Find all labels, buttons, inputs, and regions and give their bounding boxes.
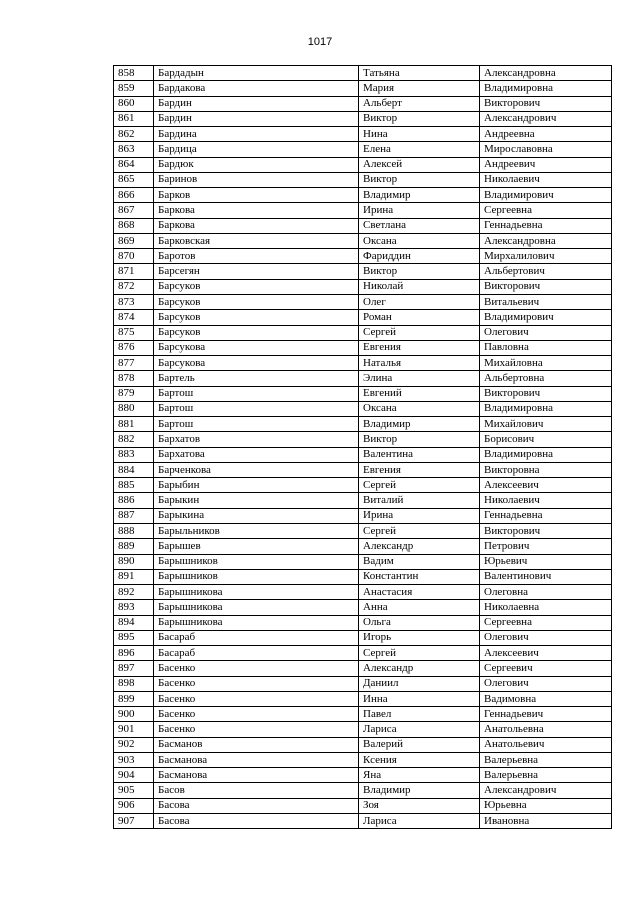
surname-cell: Барышников [154,569,359,584]
surname-cell: Басова [154,798,359,813]
patronymic-cell: Ивановна [480,814,612,829]
first-name-cell: Сергей [359,646,480,661]
patronymic-cell: Альбертовна [480,371,612,386]
first-name-cell: Элина [359,371,480,386]
row-number-cell: 897 [114,661,154,676]
table-row [114,554,612,569]
row-number-cell: 863 [114,142,154,157]
surname-cell: Барсуков [154,294,359,309]
surname-cell: Басова [154,814,359,829]
patronymic-cell: Александровна [480,66,612,81]
patronymic-cell: Владимировна [480,401,612,416]
first-name-cell: Сергей [359,325,480,340]
table-row [114,96,612,111]
patronymic-cell: Александрович [480,783,612,798]
patronymic-cell: Александрович [480,111,612,126]
first-name-cell: Лариса [359,722,480,737]
patronymic-cell: Юрьевна [480,798,612,813]
surname-cell: Бардин [154,96,359,111]
row-number-cell: 907 [114,814,154,829]
surname-cell: Барышев [154,539,359,554]
row-number-cell: 865 [114,172,154,187]
patronymic-cell: Юрьевич [480,554,612,569]
surname-cell: Барсегян [154,264,359,279]
table-row [114,111,612,126]
row-number-cell: 858 [114,66,154,81]
surname-cell: Барышникова [154,600,359,615]
table-row [114,783,612,798]
first-name-cell: Вадим [359,554,480,569]
row-number-cell: 892 [114,585,154,600]
table-row [114,356,612,371]
row-number-cell: 889 [114,539,154,554]
surname-cell: Барыбин [154,478,359,493]
patronymic-cell: Викторович [480,279,612,294]
row-number-cell: 862 [114,127,154,142]
row-number-cell: 895 [114,630,154,645]
surname-cell: Барсукова [154,356,359,371]
table-row [114,661,612,676]
table-row [114,279,612,294]
row-number-cell: 869 [114,233,154,248]
row-number-cell: 875 [114,325,154,340]
table-row [114,417,612,432]
patronymic-cell: Мирославовна [480,142,612,157]
patronymic-cell: Олегович [480,630,612,645]
surname-cell: Бардюк [154,157,359,172]
table-row [114,249,612,264]
row-number-cell: 859 [114,81,154,96]
surname-cell: Бардица [154,142,359,157]
patronymic-cell: Вадимовна [480,691,612,706]
surname-cell: Бардин [154,111,359,126]
patronymic-cell: Николаевна [480,600,612,615]
patronymic-cell: Александровна [480,233,612,248]
row-number-cell: 880 [114,401,154,416]
row-number-cell: 894 [114,615,154,630]
patronymic-cell: Николаевич [480,172,612,187]
patronymic-cell: Викторович [480,523,612,538]
patronymic-cell: Витальевич [480,294,612,309]
surname-cell: Басманова [154,768,359,783]
row-number-cell: 879 [114,386,154,401]
patronymic-cell: Геннадьевич [480,707,612,722]
patronymic-cell: Олегович [480,325,612,340]
table-row [114,752,612,767]
surname-cell: Басенко [154,722,359,737]
row-number-cell: 882 [114,432,154,447]
table-row [114,172,612,187]
row-number-cell: 877 [114,356,154,371]
surname-cell: Бархатова [154,447,359,462]
surname-cell: Барковская [154,233,359,248]
first-name-cell: Виктор [359,264,480,279]
table-row [114,218,612,233]
patronymic-cell: Сергеевна [480,615,612,630]
surname-cell: Басенко [154,691,359,706]
surname-cell: Бартош [154,386,359,401]
first-name-cell: Ольга [359,615,480,630]
surname-cell: Басараб [154,646,359,661]
first-name-cell: Татьяна [359,66,480,81]
row-number-cell: 883 [114,447,154,462]
first-name-cell: Нина [359,127,480,142]
first-name-cell: Виталий [359,493,480,508]
row-number-cell: 886 [114,493,154,508]
surname-cell: Баркова [154,218,359,233]
first-name-cell: Сергей [359,478,480,493]
surname-cell: Бардакова [154,81,359,96]
surname-cell: Басенко [154,707,359,722]
first-name-cell: Инна [359,691,480,706]
patronymic-cell: Геннадьевна [480,508,612,523]
row-number-cell: 867 [114,203,154,218]
row-number-cell: 900 [114,707,154,722]
patronymic-cell: Борисович [480,432,612,447]
table-row [114,386,612,401]
surname-cell: Барыкина [154,508,359,523]
first-name-cell: Александр [359,539,480,554]
surname-cell: Бардина [154,127,359,142]
table-row [114,294,612,309]
patronymic-cell: Анатольевна [480,722,612,737]
table-row [114,203,612,218]
surname-cell: Барсуков [154,325,359,340]
surname-cell: Баркова [154,203,359,218]
first-name-cell: Евгения [359,462,480,477]
table-row [114,523,612,538]
first-name-cell: Елена [359,142,480,157]
first-name-cell: Ирина [359,508,480,523]
table-row [114,630,612,645]
first-name-cell: Светлана [359,218,480,233]
surname-cell: Бартош [154,417,359,432]
patronymic-cell: Владимировна [480,81,612,96]
surname-cell: Барышникова [154,615,359,630]
row-number-cell: 874 [114,310,154,325]
patronymic-cell: Олегович [480,676,612,691]
first-name-cell: Евгений [359,386,480,401]
patronymic-cell: Альбертович [480,264,612,279]
patronymic-cell: Викторович [480,386,612,401]
table-row [114,493,612,508]
row-number-cell: 872 [114,279,154,294]
surname-cell: Басов [154,783,359,798]
patronymic-cell: Михайлович [480,417,612,432]
first-name-cell: Игорь [359,630,480,645]
row-number-cell: 885 [114,478,154,493]
patronymic-cell: Сергеевна [480,203,612,218]
first-name-cell: Николай [359,279,480,294]
patronymic-cell: Алексеевич [480,646,612,661]
table-row [114,600,612,615]
table-row [114,814,612,829]
patronymic-cell: Владимирович [480,188,612,203]
names-table-body [114,66,612,829]
surname-cell: Барченкова [154,462,359,477]
patronymic-cell: Павловна [480,340,612,355]
patronymic-cell: Владимирович [480,310,612,325]
table-row [114,798,612,813]
first-name-cell: Даниил [359,676,480,691]
first-name-cell: Валентина [359,447,480,462]
surname-cell: Бартош [154,401,359,416]
patronymic-cell: Геннадьевна [480,218,612,233]
row-number-cell: 887 [114,508,154,523]
table-row [114,585,612,600]
row-number-cell: 866 [114,188,154,203]
first-name-cell: Роман [359,310,480,325]
first-name-cell: Александр [359,661,480,676]
surname-cell: Басенко [154,676,359,691]
first-name-cell: Алексей [359,157,480,172]
row-number-cell: 876 [114,340,154,355]
patronymic-cell: Викторовна [480,462,612,477]
patronymic-cell: Николаевич [480,493,612,508]
first-name-cell: Мария [359,81,480,96]
table-row [114,264,612,279]
table-row [114,462,612,477]
row-number-cell: 901 [114,722,154,737]
table-row [114,707,612,722]
table-row [114,447,612,462]
first-name-cell: Павел [359,707,480,722]
row-number-cell: 890 [114,554,154,569]
first-name-cell: Фариддин [359,249,480,264]
row-number-cell: 881 [114,417,154,432]
surname-cell: Басараб [154,630,359,645]
surname-cell: Барышников [154,554,359,569]
first-name-cell: Виктор [359,432,480,447]
patronymic-cell: Валерьевна [480,752,612,767]
row-number-cell: 871 [114,264,154,279]
table-row [114,432,612,447]
first-name-cell: Анастасия [359,585,480,600]
row-number-cell: 898 [114,676,154,691]
surname-cell: Барыльников [154,523,359,538]
table-row [114,768,612,783]
first-name-cell: Владимир [359,188,480,203]
surname-cell: Барсукова [154,340,359,355]
first-name-cell: Виктор [359,111,480,126]
patronymic-cell: Владимировна [480,447,612,462]
row-number-cell: 860 [114,96,154,111]
first-name-cell: Яна [359,768,480,783]
table-row [114,66,612,81]
surname-cell: Басманов [154,737,359,752]
patronymic-cell: Викторович [480,96,612,111]
patronymic-cell: Мирхалилович [480,249,612,264]
row-number-cell: 868 [114,218,154,233]
surname-cell: Барсуков [154,279,359,294]
table-row [114,539,612,554]
row-number-cell: 902 [114,737,154,752]
first-name-cell: Оксана [359,233,480,248]
table-row [114,157,612,172]
row-number-cell: 899 [114,691,154,706]
table-row [114,310,612,325]
patronymic-cell: Валерьевна [480,768,612,783]
surname-cell: Баротов [154,249,359,264]
row-number-cell: 873 [114,294,154,309]
row-number-cell: 904 [114,768,154,783]
patronymic-cell: Валентинович [480,569,612,584]
table-row [114,233,612,248]
table-row [114,81,612,96]
table-row [114,722,612,737]
table-row [114,691,612,706]
row-number-cell: 884 [114,462,154,477]
names-table [113,65,612,829]
table-row [114,188,612,203]
first-name-cell: Анна [359,600,480,615]
first-name-cell: Владимир [359,417,480,432]
first-name-cell: Виктор [359,172,480,187]
patronymic-cell: Михайловна [480,356,612,371]
table-row [114,737,612,752]
surname-cell: Барсуков [154,310,359,325]
patronymic-cell: Анатольевич [480,737,612,752]
table-row [114,478,612,493]
patronymic-cell: Петрович [480,539,612,554]
row-number-cell: 888 [114,523,154,538]
row-number-cell: 891 [114,569,154,584]
table-row [114,646,612,661]
surname-cell: Барков [154,188,359,203]
surname-cell: Басенко [154,661,359,676]
patronymic-cell: Андреевич [480,157,612,172]
surname-cell: Бардадын [154,66,359,81]
first-name-cell: Ксения [359,752,480,767]
table-row [114,142,612,157]
table-row [114,569,612,584]
first-name-cell: Евгения [359,340,480,355]
row-number-cell: 896 [114,646,154,661]
first-name-cell: Альберт [359,96,480,111]
first-name-cell: Константин [359,569,480,584]
surname-cell: Бартель [154,371,359,386]
row-number-cell: 906 [114,798,154,813]
row-number-cell: 878 [114,371,154,386]
table-row [114,127,612,142]
table-row [114,340,612,355]
first-name-cell: Наталья [359,356,480,371]
first-name-cell: Оксана [359,401,480,416]
table-row [114,615,612,630]
first-name-cell: Лариса [359,814,480,829]
table-row [114,371,612,386]
first-name-cell: Ирина [359,203,480,218]
row-number-cell: 903 [114,752,154,767]
surname-cell: Басманова [154,752,359,767]
first-name-cell: Валерий [359,737,480,752]
first-name-cell: Сергей [359,523,480,538]
page-number: 1017 [307,36,333,48]
patronymic-cell: Сергеевич [480,661,612,676]
patronymic-cell: Алексеевич [480,478,612,493]
patronymic-cell: Андреевна [480,127,612,142]
table-row [114,401,612,416]
surname-cell: Бархатов [154,432,359,447]
surname-cell: Барышникова [154,585,359,600]
row-number-cell: 893 [114,600,154,615]
surname-cell: Барыкин [154,493,359,508]
table-row [114,325,612,340]
first-name-cell: Владимир [359,783,480,798]
table-row [114,508,612,523]
row-number-cell: 864 [114,157,154,172]
surname-cell: Баринов [154,172,359,187]
row-number-cell: 861 [114,111,154,126]
patronymic-cell: Олеговна [480,585,612,600]
table-row [114,676,612,691]
row-number-cell: 870 [114,249,154,264]
first-name-cell: Зоя [359,798,480,813]
first-name-cell: Олег [359,294,480,309]
row-number-cell: 905 [114,783,154,798]
